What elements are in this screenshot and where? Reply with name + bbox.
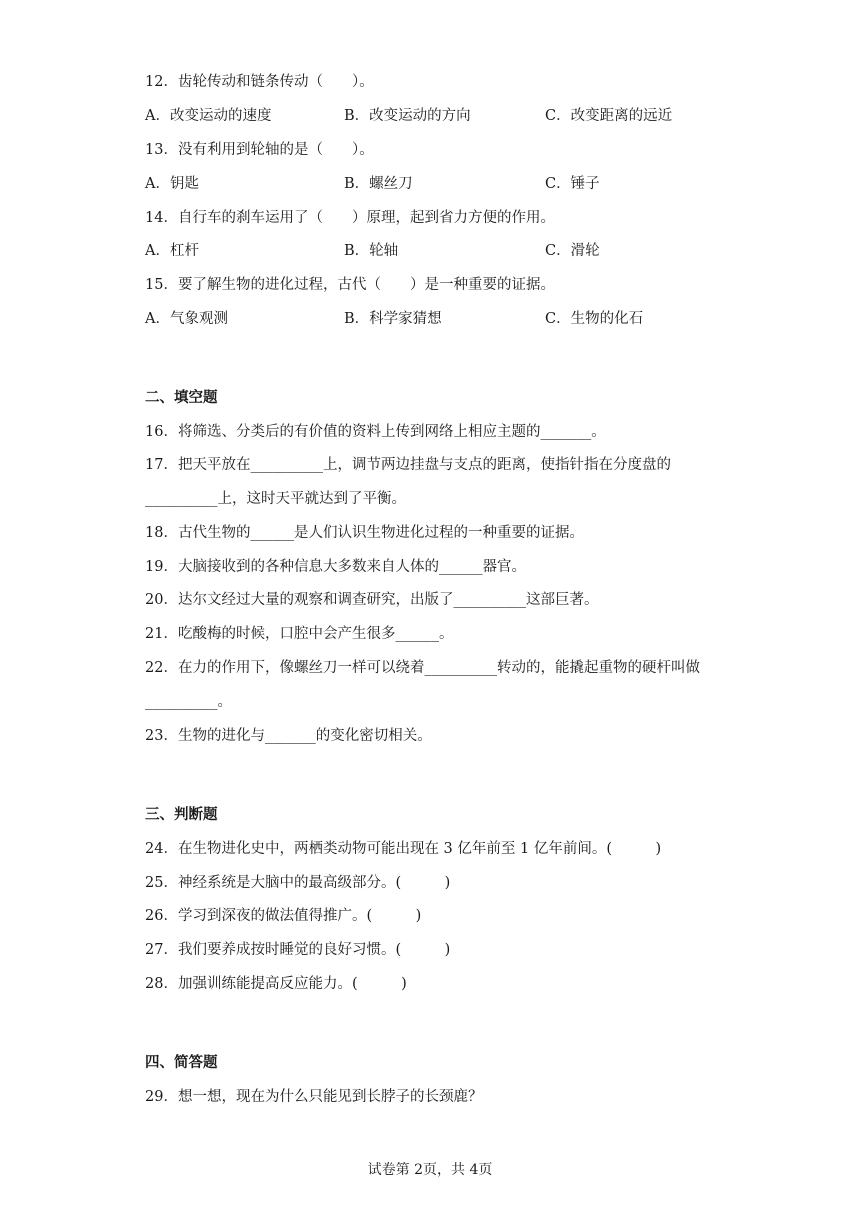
question-13-option-c: C．锤子 bbox=[545, 176, 600, 192]
question-14-option-c: C．滑轮 bbox=[545, 243, 600, 259]
page-footer: 试卷第 2页，共 4页 bbox=[367, 1162, 493, 1178]
question-13-option-a: A．钥匙 bbox=[145, 176, 199, 192]
question-14-stem: 14．自行车的刹车运用了（ ）原理，起到省力方便的作用。 bbox=[145, 210, 555, 226]
question-17-line-2: __________上，这时天平就达到了平衡。 bbox=[145, 491, 406, 507]
question-12-option-a: A．改变运动的速度 bbox=[145, 108, 272, 124]
question-26: 26．学习到深夜的做法值得推广。( ) bbox=[145, 908, 422, 924]
question-13-stem: 13．没有利用到轮轴的是（ ）。 bbox=[145, 142, 374, 158]
question-18: 18．古代生物的______是人们认识生物进化过程的一种重要的证据。 bbox=[145, 525, 584, 541]
question-27: 27．我们要养成按时睡觉的良好习惯。( ) bbox=[145, 942, 451, 958]
question-23: 23．生物的进化与_______的变化密切相关。 bbox=[145, 728, 432, 744]
question-22-line-1: 22．在力的作用下，像螺丝刀一样可以绕着__________转动的，能撬起重物的硬杆叫做 bbox=[145, 660, 700, 676]
question-12-option-b: B．改变运动的方向 bbox=[344, 108, 471, 124]
question-12-stem: 12．齿轮传动和链条传动（ ）。 bbox=[145, 74, 374, 90]
question-15-option-b: B．科学家猜想 bbox=[344, 311, 442, 327]
question-22-line-2: __________。 bbox=[145, 694, 232, 710]
question-17-line-1: 17．把天平放在__________上，调节两边挂盘与支点的距离，使指针指在分度盘的 bbox=[145, 457, 671, 473]
question-19: 19．大脑接收到的各种信息大多数来自人体的______器官。 bbox=[145, 559, 526, 575]
question-13-option-b: B．螺丝刀 bbox=[344, 176, 413, 192]
question-20: 20．达尔文经过大量的观察和调查研究，出版了__________这部巨著。 bbox=[145, 592, 599, 608]
section-short-answer-title: 四、简答题 bbox=[145, 1054, 218, 1071]
question-14-option-a: A．杠杆 bbox=[145, 243, 199, 259]
question-14-option-b: B．轮轴 bbox=[344, 243, 399, 259]
question-15-option-a: A．气象观测 bbox=[145, 311, 228, 327]
question-12-option-c: C．改变距离的远近 bbox=[545, 108, 673, 124]
question-21: 21．吃酸梅的时候，口腔中会产生很多______。 bbox=[145, 626, 454, 642]
question-28: 28．加强训练能提高反应能力。( ) bbox=[145, 976, 407, 992]
question-16: 16．将筛选、分类后的有价值的资料上传到网络上相应主题的_______。 bbox=[145, 424, 606, 440]
question-15-stem: 15．要了解生物的进化过程，古代（ ）是一种重要的证据。 bbox=[145, 277, 555, 293]
question-15-option-c: C．生物的化石 bbox=[545, 311, 644, 327]
question-24: 24．在生物进化史中，两栖类动物可能出现在 3 亿年前至 1 亿年前间。( ) bbox=[145, 841, 662, 857]
section-fill-in-blank-title: 二、填空题 bbox=[145, 389, 218, 406]
section-true-false-title: 三、判断题 bbox=[145, 806, 218, 823]
question-25: 25．神经系统是大脑中的最高级部分。( ) bbox=[145, 875, 451, 891]
question-29: 29．想一想，现在为什么只能见到长脖子的长颈鹿？ bbox=[145, 1089, 483, 1105]
